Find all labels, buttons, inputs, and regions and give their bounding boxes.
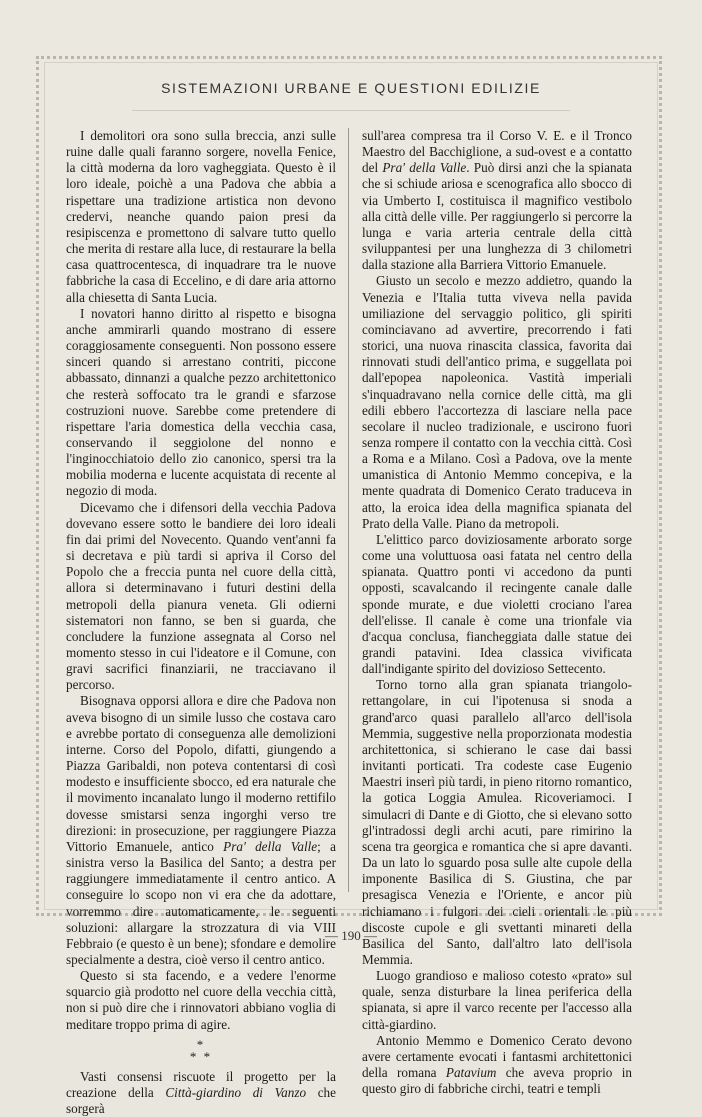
italic-text: Patavium xyxy=(445,1065,497,1081)
text-run: . Può dirsi anzi che la spianata che si schiude ariosa e scenografica allo sbocco di via Umberto I, costituisca il magnifico vestibolo alla città delle ville. Per raggiungerlo si percorre la lunga e varia arteria centrale della città sviluppantesi per una lunghezza di 3 chilometri dalla stazione alla Barriera Vittorio Emanuele. xyxy=(362,160,632,273)
paragraph xyxy=(362,1033,632,1098)
paragraph: Luogo grandioso e malioso cotesto «prato» sul quale, senza disturbare la linea periferica della spianata, si apre il varco recente per l'accesso alla città-giardino. xyxy=(362,968,632,1032)
paragraph: Giusto un secolo e mezzo addietro, quando la Venezia e l'Italia tutta viveva nella pavida umiliazione del servaggio politico, gli spiriti cominciavano ad avvertire, precorrendo i fati storici, una nuova rinascita classica, favorita dai rinnovati studi dell'antico prima, e suggellata poi dall'epopea napoleonica. Vastità imperiali s'inquadravano nella cornice delle città, ma gli edili ebbero l'accortezza di lasciare nella pace secolare il nucleo tradizionale, e uscirono fuori senza rompere il contatto con la vecchia città. Così a Roma e a Milano. Così a Padova, ove la mente umanistica di Antonio Memmo concepiva, e la mente quadrata di Domenico Cerato traduceva in atto, la eroica idea della magnifica spianata del Prato della Valle. Piano da metropoli. xyxy=(362,273,632,531)
asterism-top: * xyxy=(196,1036,206,1052)
asterism-bottom: * * xyxy=(189,1048,213,1064)
paragraph: Torno torno alla gran spianata triangolo-rettangolare, in cui l'ipotenusa si snoda a grand'arco quasi parallelo all'arco dell'isola Memmia, suggestive nella proporzionata modestia architettonica, si schierano le case dai bassi invitanti porticati. Tra codeste case Eugenio Maestri inserì più tardi, in pieno ritorno romantico, la gotica Loggia Amulea. Ricoveriamoci. I simulacri di Dante e di Giotto, che si elevano sotto gl'intradossi degli archi acuti, pare rimirino la scena tra georgica e romantica che si apre davanti. Da un lato lo sguardo posa sulle alte cupole della imponente Basilica di S. Giustina, che par presagisca Venezia e l'Oriente, e ancor più richiamano i fulgori dei cieli orientali le più discoste cupole e gli svettanti minareti della Basilica del Santo, dall'altro lato dell'isola Memmia. xyxy=(362,677,632,967)
text-run: che aveva proprio in questo giro di fabbriche circhi, teatri e templi xyxy=(362,1065,632,1097)
italic-text: Città-giardino di Vanzo xyxy=(165,1084,307,1100)
italic-text: Pra' della Valle xyxy=(223,838,318,854)
header-rule xyxy=(132,110,570,111)
paragraph: Questo si sta facendo, e a vedere l'enorme squarcio già prodotto nel cuore della vecchia città, non si può dire che i rinnovatori abbiano voglia di meditare troppo prima di agire. xyxy=(66,968,336,1032)
text-run: Antonio Memmo e Domenico Cerato devono avere certamente evocati i fantasmi architettonici della romana xyxy=(362,1032,632,1081)
text-run: Bisognava opporsi allora e dire che Padova non aveva bisogno di un simile lusso che costava caro e avrebbe portato di conseguenza alle demolizioni interne. Corso del Popolo, difatti, giungendo a Piazza Garibaldi, non poteva contentarsi di così modesto e insufficiente sbocco, ed era naturale che il movimento incanalato lungo il moderno rettifilo dovesse smistarsi senza ingorghi verso tre direzioni: in prosecuzione, per raggiungere Piazza Vittorio Emanuele, antico xyxy=(66,693,336,854)
column-divider xyxy=(348,128,349,892)
text-run: ; a sinistra verso la Basilica del Santo; a destra per raggiungere immediatamente il centro antico. A conseguire lo scopo non vi era che da adottare, vorremmo dire automaticamente, le seguenti soluzioni: allargare la strozzatura di via VIII Febbraio (e questo è un bene); sfondare e demolire specialmente a destra, cioè verso il centro antico. xyxy=(66,838,336,967)
asterism-divider xyxy=(66,1036,336,1064)
paragraph: I demolitori ora sono sulla breccia, anzi sulle ruine dalle quali faranno sorgere, novella Fenice, la città moderna da loro vagheggiata. Questo è il loro ideale, poichè a una Padova che abbia a rispettare una tradizione artistica non devono credervi, neanche quando paion presi da resipiscenza e promettono di salvare tutto quello che merita di restare alla luce, di restaurare la bella casa quattrocentesca, di inquadrare tra le nuove fabbriche la casa di Eccelino, e di dare aria attorno alla chiesetta di Santa Lucia. xyxy=(66,128,336,305)
page-number: — 190 — xyxy=(325,928,377,943)
text-run: sull'area compresa tra il Corso V. E. e il Tronco Maestro del Bacchiglione, a sud-ovest e a contatto del xyxy=(362,128,632,176)
paragraph: L'elittico parco doviziosamente arborato sorge come una voluttuosa oasi fatata nel centro della spianata. Quattro ponti vi accedono da punti opposti, scavalcando il recingente canale dalle sponde murate, e due violetti crociano l'area dell'elisse. Il canale è come una trionfale via d'acqua conclusa, fiancheggiata dalle statue dei grandi patavini. Idea classica vivificata dall'indigante spirito del dovizioso Settecento. xyxy=(362,531,632,677)
paragraph: Dicevamo che i difensori della vecchia Padova dovevano essere sotto le bandiere dei loro ideali fin dai primi del Novecento. Quando vent'anni fa si decretava e più tardi si apriva il Corso del Popolo che a freccia punta nel cuore della città, allora si determinavano i futuri destini della metropoli della pianura veneta. Gli odierni sistematori non fanno, se ben si guarda, che concludere la funzione assegnata al Corso nel momento stesso in cui l'ideatore e il Comune, con gravi sacrifici finanziarii, ne tracciavano il percorso. xyxy=(66,499,336,693)
running-header: SISTEMAZIONI URBANE E QUESTIONI EDILIZIE xyxy=(161,80,541,96)
text-run: Vasti consensi riscuote il progetto per la creazione della xyxy=(66,1068,336,1100)
paragraph xyxy=(362,128,632,273)
paragraph xyxy=(66,693,336,968)
paragraph: I novatori hanno diritto al rispetto e bisogna anche ammirarli quando mostrano di essere coraggiosamente conseguenti. Non possono essere sinceri quando si arrestano contriti, piccone abbassato, dinnanzi a qualche pezzo architettonico che resterà soffocato tra le grandi e sfarzose costruzioni nuove. Sarebbe come pretendere di rispettare l'aria domestica della vecchia casa, conservando il seggiolone del nonno e l'inginocchiatoio dello zio canonico, spersi tra la mobilia moderna e lucente acquistata di recente al negozio di moda. xyxy=(66,305,336,499)
italic-text: Pra' della Valle xyxy=(382,160,467,176)
paragraph xyxy=(66,1069,336,1117)
text-run: che sorgerà xyxy=(66,1084,336,1117)
right-column xyxy=(362,128,632,1097)
left-column xyxy=(66,128,336,1117)
